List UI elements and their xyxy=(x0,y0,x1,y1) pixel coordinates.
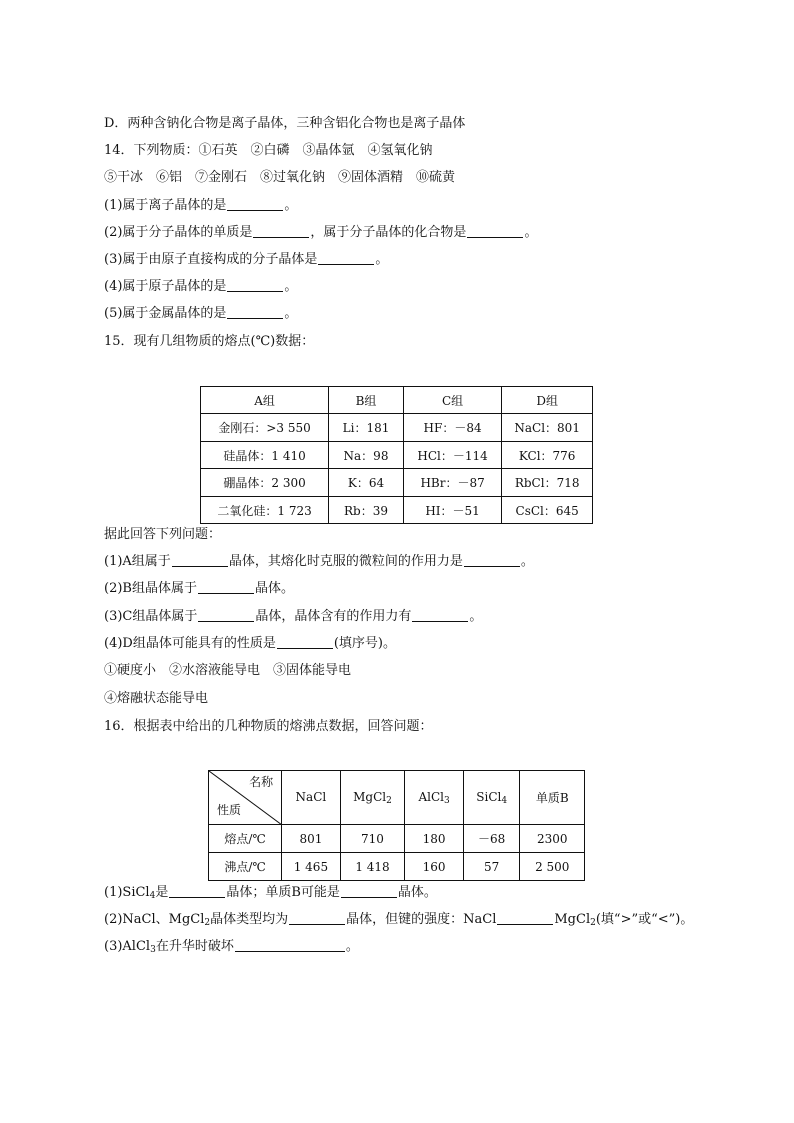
table-header: A组 xyxy=(201,387,329,414)
q15-part3: (3)C组晶体属于 晶体，晶体含有的作用力有 。 xyxy=(104,609,483,624)
answer-blank[interactable] xyxy=(253,224,309,238)
table-cell: HCl：－114 xyxy=(403,442,502,469)
q15-options: ④熔融状态能导电 xyxy=(104,691,209,706)
answer-blank[interactable] xyxy=(172,553,228,567)
answer-blank[interactable] xyxy=(497,911,553,925)
table-corner-bottom: 性质 xyxy=(217,803,242,817)
table-header: B组 xyxy=(329,387,404,414)
table-cell: 1 418 xyxy=(340,853,405,881)
q16-part1: (1)SiCl$_4$是 晶体；单质B可能是 晶体。 xyxy=(104,885,437,901)
table-cell: 801 xyxy=(282,825,341,853)
answer-blank[interactable] xyxy=(341,884,397,898)
table-cell: 2300 xyxy=(520,825,585,853)
table-cell: RbCl：718 xyxy=(502,469,593,497)
table-cell: 硅晶体：1 410 xyxy=(201,442,329,469)
q14-part5: (5)属于金属晶体的是 。 xyxy=(104,306,298,321)
table-cell: 硼晶体：2 300 xyxy=(201,469,329,497)
q14-part3: (3)属于由原子直接构成的分子晶体是 。 xyxy=(104,252,389,267)
answer-blank[interactable] xyxy=(227,278,283,292)
q15-part4: (4)D组晶体可能具有的性质是 (填序号)。 xyxy=(104,636,396,651)
table-cell: 1 465 xyxy=(282,853,341,881)
table-header: 单质B xyxy=(520,771,585,825)
table-header: C组 xyxy=(403,387,502,414)
answer-blank[interactable] xyxy=(467,224,523,238)
table-header: D组 xyxy=(502,387,593,414)
q15-intro: 据此回答下列问题： xyxy=(104,527,222,542)
melting-boiling-table xyxy=(208,770,585,881)
answer-blank[interactable] xyxy=(289,911,345,925)
q14-stem: 14．下列物质：①石英 ②白磷 ③晶体氩 ④氢氧化钠 xyxy=(104,143,433,158)
row-label: 熔点/℃ xyxy=(209,825,282,853)
table-cell: HBr：－87 xyxy=(403,469,502,497)
table-header: MgCl$_2$ xyxy=(340,771,405,825)
option-d: D．两种含钠化合物是离子晶体，三种含铝化合物也是离子晶体 xyxy=(104,116,466,131)
table-header: NaCl xyxy=(282,771,341,825)
q15-part2: (2)B组晶体属于 晶体。 xyxy=(104,581,294,596)
answer-blank[interactable] xyxy=(227,305,283,319)
answer-blank[interactable] xyxy=(412,608,468,622)
answer-blank[interactable] xyxy=(198,608,254,622)
answer-blank[interactable] xyxy=(198,580,254,594)
q15-stem: 15．现有几组物质的熔点(℃)数据： xyxy=(104,334,315,349)
table-cell: NaCl：801 xyxy=(502,414,593,442)
table-cell: 180 xyxy=(405,825,464,853)
answer-blank[interactable] xyxy=(277,635,333,649)
table-cell: 2 500 xyxy=(520,853,585,881)
answer-blank[interactable] xyxy=(169,884,225,898)
table-cell: K：64 xyxy=(329,469,404,497)
answer-blank[interactable] xyxy=(464,553,520,567)
table-cell: 57 xyxy=(463,853,520,881)
table-cell: Rb：39 xyxy=(329,497,404,524)
table-cell: HI：－51 xyxy=(403,497,502,524)
row-label: 沸点/℃ xyxy=(209,853,282,881)
table-cell: 160 xyxy=(405,853,464,881)
answer-blank[interactable] xyxy=(227,197,283,211)
q16-stem: 16．根据表中给出的几种物质的熔沸点数据，回答问题： xyxy=(104,719,433,734)
melting-point-table xyxy=(200,386,593,524)
table-cell: 金刚石：>3 550 xyxy=(201,414,329,442)
q14-items: ⑤干冰 ⑥铝 ⑦金刚石 ⑧过氧化钠 ⑨固体酒精 ⑩硫黄 xyxy=(104,170,456,185)
table-cell: －68 xyxy=(463,825,520,853)
table-corner-cell xyxy=(209,771,282,825)
q16-part2: (2)NaCl、MgCl$_2$晶体类型均为 晶体，但键的强度：NaCl MgCl$_2$(填“>”或“<”)。 xyxy=(104,912,694,928)
table-cell: CsCl：645 xyxy=(502,497,593,524)
table-cell: Na：98 xyxy=(329,442,404,469)
table-cell: 710 xyxy=(340,825,405,853)
table-header: AlCl$_3$ xyxy=(405,771,464,825)
q14-part2: (2)属于分子晶体的单质是 ，属于分子晶体的化合物是 。 xyxy=(104,225,538,240)
table-cell: KCl：776 xyxy=(502,442,593,469)
q15-part1: (1)A组属于 晶体，其熔化时克服的微粒间的作用力是 。 xyxy=(104,554,534,569)
answer-blank[interactable] xyxy=(318,251,374,265)
q16-part3: (3)AlCl$_3$在升华时破坏 。 xyxy=(104,939,359,955)
table-header: SiCl$_4$ xyxy=(463,771,520,825)
table-cell: 二氧化硅：1 723 xyxy=(201,497,329,524)
table-cell: HF：－84 xyxy=(403,414,502,442)
q14-part1: (1)属于离子晶体的是 。 xyxy=(104,198,298,213)
q14-part4: (4)属于原子晶体的是 。 xyxy=(104,279,298,294)
table-cell: Li：181 xyxy=(329,414,404,442)
q15-options: ①硬度小 ②水溶液能导电 ③固体能导电 xyxy=(104,663,352,678)
table-corner-top: 名称 xyxy=(249,775,274,789)
answer-blank[interactable] xyxy=(235,938,345,952)
